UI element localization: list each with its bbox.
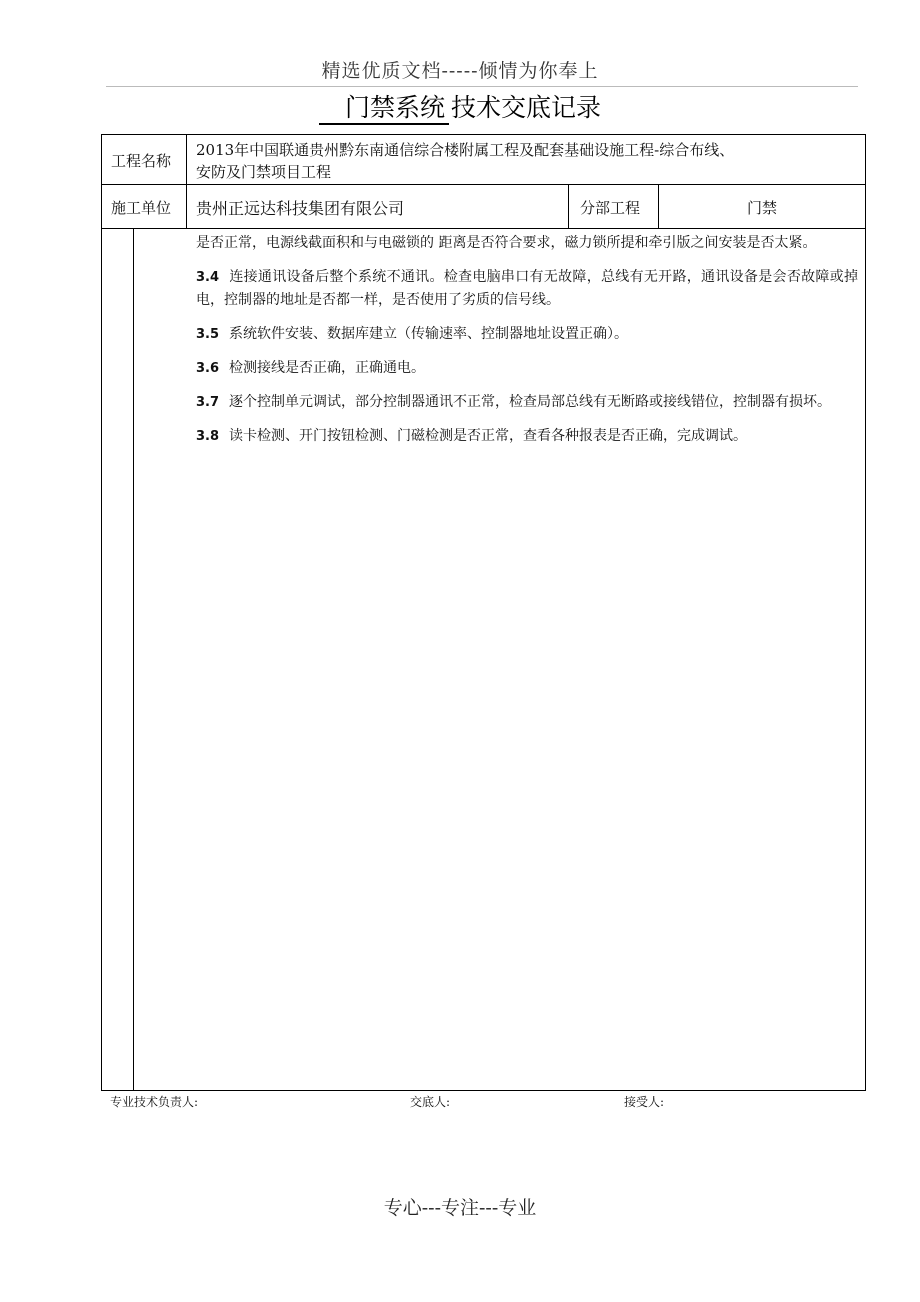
label-column-divider [186, 134, 187, 228]
unit-value-divider [568, 184, 569, 228]
header-rule [106, 86, 858, 87]
item-number: 3.8 [196, 429, 220, 444]
project-name-label: 工程名称 [111, 152, 172, 170]
row-divider-2 [101, 228, 866, 229]
item-number: 3.4 [196, 270, 220, 285]
sub-project-value: 门禁 [746, 199, 777, 217]
title-system: 门禁系统 [319, 93, 449, 125]
content-margin-line [133, 228, 134, 1091]
disclosure-content [196, 232, 858, 459]
item-number: 3.5 [196, 327, 220, 342]
item-text: 读卡检测、开门按钮检测、门磁检测是否正常，查看各种报表是否正确，完成调试。 [229, 428, 748, 444]
list-item-3-7 [196, 391, 858, 414]
construction-unit-label: 施工单位 [111, 199, 172, 217]
continuation-paragraph: 是否正常，电源线截面积和与电磁锁的 距离是否符合要求，磁力锁所提和牵引版之间安装是否太紧。 [196, 235, 817, 251]
project-name-line-1: 2013年中国联通贵州黔东南通信综合楼附属工程及配套基础设施工程-综合布线、 [196, 141, 735, 159]
header-banner: 精选优质文档-----倾情为你奉上 [321, 60, 599, 82]
list-item-3-6 [196, 357, 858, 380]
list-item-3-5 [196, 323, 858, 346]
list-item-3-4 [196, 266, 858, 312]
discloser-signature-label: 交底人: [410, 1095, 451, 1109]
item-number: 3.7 [196, 395, 220, 410]
document-title [0, 93, 920, 125]
construction-unit-value: 贵州正远达科技集团有限公司 [196, 199, 405, 218]
footer-slogan: 专心---专注---专业 [383, 1197, 537, 1219]
item-text: 系统软件安装、数据库建立（传输速率、控制器地址设置正确）。 [229, 326, 629, 342]
item-number: 3.6 [196, 361, 220, 376]
title-rest: 技术交底记录 [451, 93, 602, 122]
sub-project-label: 分部工程 [580, 199, 641, 217]
list-item-3-8 [196, 425, 858, 448]
project-name-line-2: 安防及门禁项目工程 [196, 163, 332, 181]
tech-lead-signature-label: 专业技术负责人: [110, 1095, 199, 1109]
item-text: 检测接线是否正确，正确通电。 [229, 360, 426, 376]
item-text: 逐个控制单元调试，部分控制器通讯不正常，检查局部总线有无断路或接线错位，控制器有损坏。 [229, 394, 832, 410]
item-text: 连接通讯设备后整个系统不通讯。检查电脑串口有无故障，总线有无开路，通讯设备是会否故障或掉电，控制器的地址是否都一样，是否使用了劣质的信号线。 [196, 269, 858, 308]
receiver-signature-label: 接受人: [624, 1095, 665, 1109]
row-divider-1 [101, 184, 866, 185]
